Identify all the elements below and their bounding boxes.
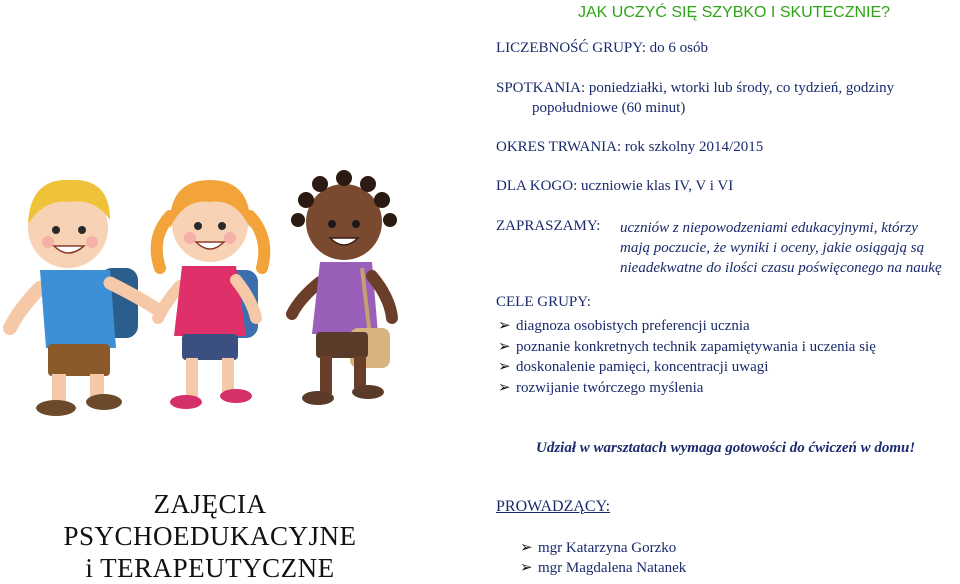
program-title bbox=[40, 488, 380, 584]
goals-label: CELE GRUPY: bbox=[496, 294, 591, 310]
goal-item: ➢ diagnoza osobistych preferencji ucznia bbox=[498, 318, 750, 334]
meetings-row-2: popołudniowe (60 minut) bbox=[532, 100, 686, 116]
girl-with-bag-figure bbox=[291, 170, 397, 405]
audience-label: DLA KOGO: bbox=[496, 178, 578, 194]
invite-line-2: mają poczucie, że wyniki i oceny, jakie osiągają są bbox=[620, 240, 925, 256]
group-size-value: : do 6 osób bbox=[641, 40, 708, 56]
program-title-line-1: ZAJĘCIA bbox=[153, 489, 267, 519]
boy-figure bbox=[10, 180, 155, 416]
goal-item: ➢ poznanie konkretnych technik zapamiętywania i uczenia się bbox=[498, 339, 876, 355]
leaders-label: PROWADZĄCY: bbox=[496, 498, 611, 515]
goal-item: ➢ doskonalenie pamięci, koncentracji uwagi bbox=[498, 359, 769, 375]
arrow-bullet-icon: ➢ bbox=[520, 560, 533, 576]
invite-line-1: uczniów z niepowodzeniami edukacyjnymi, którzy bbox=[620, 220, 918, 236]
meetings-value: : poniedziałki, wtorki lub środy, co tydzień, godziny bbox=[581, 80, 895, 96]
group-size-row bbox=[496, 40, 708, 57]
goal-item: ➢ rozwijanie twórczego myślenia bbox=[498, 380, 704, 396]
arrow-bullet-icon: ➢ bbox=[520, 540, 533, 556]
duration-row bbox=[496, 139, 763, 156]
program-title-line-3: i TERAPEUTYCZNE bbox=[85, 553, 335, 583]
homework-note: Udział w warsztatach wymaga gotowości do ćwiczeń w domu! bbox=[536, 440, 916, 456]
audience-value: uczniowie klas IV, V i VI bbox=[577, 178, 734, 194]
invite-line-3: nieadekwatne do ilości czasu poświęconego na naukę bbox=[620, 260, 942, 276]
headline: JAK UCZYĆ SIĘ SZYBKO I SKUTECZNIE? bbox=[578, 4, 891, 21]
leader-item: ➢ mgr Katarzyna Gorzko bbox=[520, 540, 677, 556]
arrow-bullet-icon: ➢ bbox=[498, 380, 511, 396]
leader-item: ➢ mgr Magdalena Natanek bbox=[520, 560, 687, 576]
meetings-label: SPOTKANIA bbox=[496, 80, 582, 96]
audience-row bbox=[496, 178, 733, 195]
program-title-line-2: PSYCHOEDUKACYJNE bbox=[63, 521, 357, 551]
duration-value: : rok szkolny 2014/2015 bbox=[616, 139, 764, 155]
children-illustration bbox=[0, 158, 480, 428]
girl-figure bbox=[157, 180, 265, 409]
arrow-bullet-icon: ➢ bbox=[498, 359, 511, 375]
arrow-bullet-icon: ➢ bbox=[498, 339, 511, 355]
duration-label: OKRES TRWANIA bbox=[496, 139, 617, 155]
group-size-label: LICZEBNOŚĆ GRUPY bbox=[496, 40, 642, 56]
arrow-bullet-icon: ➢ bbox=[498, 318, 511, 334]
meetings-row bbox=[496, 80, 894, 97]
invite-label: ZAPRASZAMY: bbox=[496, 218, 601, 234]
